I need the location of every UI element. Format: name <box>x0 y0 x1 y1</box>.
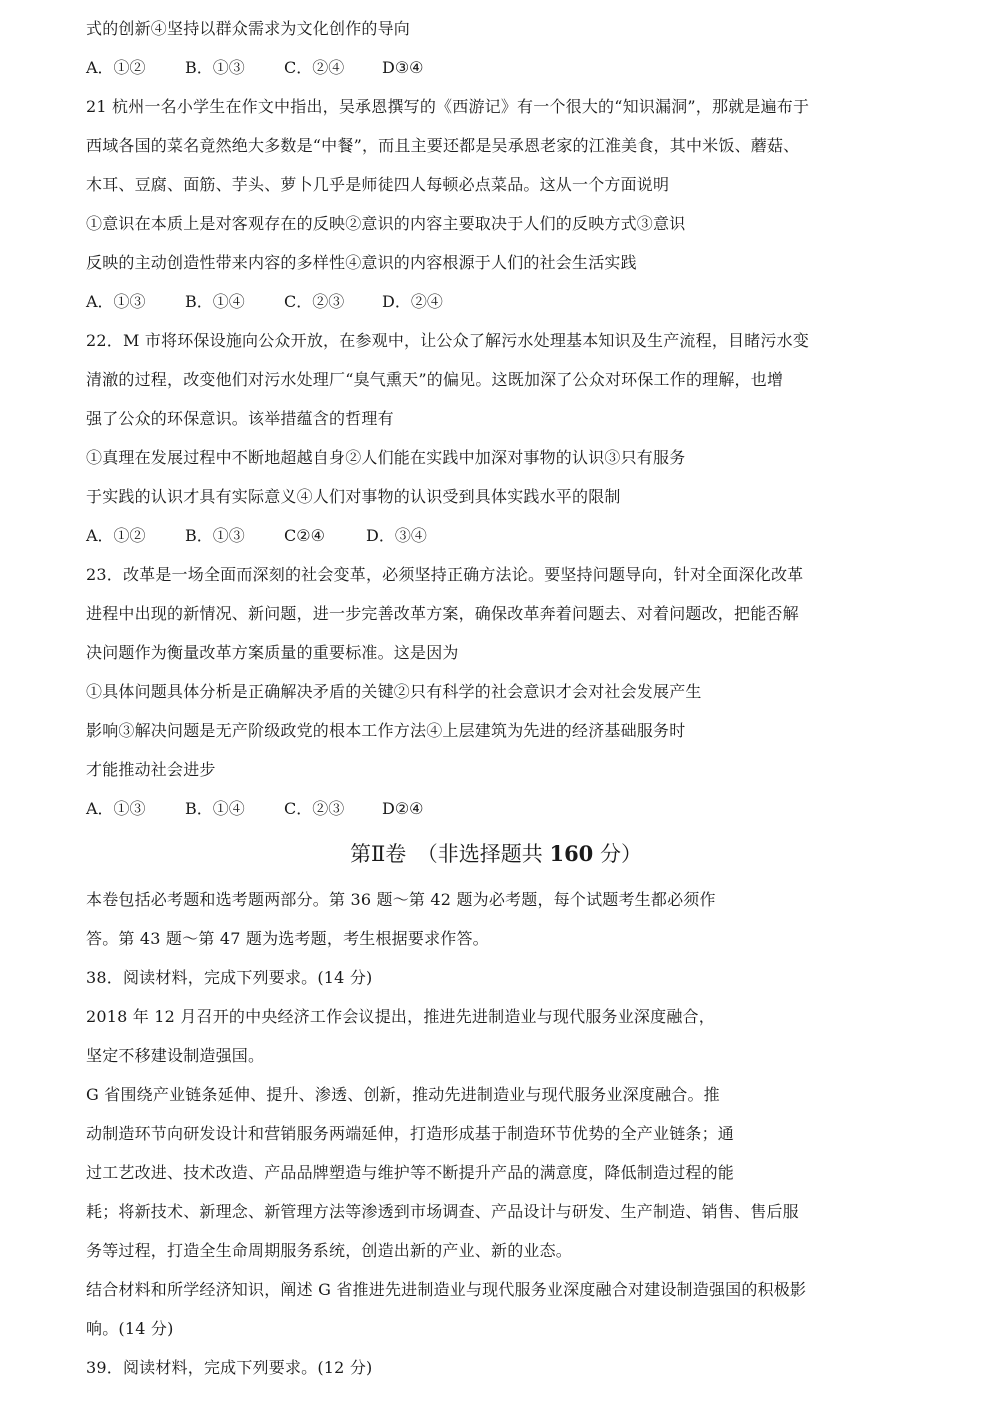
text-line: 动制造环节向研发设计和营销服务两端延伸，打造形成基于制造环节优势的全产业链条；通 <box>86 1124 735 1143</box>
text-line: 过工艺改进、技术改造、产品品牌塑造与维护等不断提升产品的满意度，降低制造过程的能 <box>86 1163 735 1182</box>
answer-options <box>86 526 427 546</box>
section-title <box>0 840 992 868</box>
text-line: 2018 年 12 月召开的中央经济工作会议提出，推进先进制造业与现代服务业深度融合， <box>86 1007 715 1026</box>
text-line: 决问题作为衡量改革方案质量的重要标准。这是因为 <box>86 643 459 662</box>
question-22-text: 22．M 市将环保设施向公众开放，在参观中，让公众了解污水处理基本知识及生产流程，目睹污水变 <box>86 331 810 350</box>
question-23-text: 23．改革是一场全面而深刻的社会变革，必须坚持正确方法论。要坚持问题导向，针对全面深化改革 <box>86 565 804 584</box>
text-line: 才能推动社会进步 <box>86 760 216 779</box>
option-d: D．③④ <box>366 526 427 545</box>
section-title-prefix: 第Ⅱ卷 （非选择题共 <box>350 842 550 866</box>
answer-options <box>86 58 424 78</box>
text-line: 式的创新④坚持以群众需求为文化创作的导向 <box>86 19 411 38</box>
text-line: 西域各国的菜名竟然绝大多数是“中餐”，而且主要还都是吴承恩老家的江淮美食，其中米饭、蘑菇、 <box>86 136 800 155</box>
section-intro: 本卷包括必考题和选考题两部分。第 36 题～第 42 题为必考题，每个试题考生都必须作 <box>86 890 716 909</box>
question-38-heading: 38．阅读材料，完成下列要求。(14 分) <box>86 968 373 987</box>
option-b: B．①④ <box>185 292 245 311</box>
option-c: C．②③ <box>284 799 345 818</box>
text-line: ①意识在本质上是对客观存在的反映②意识的内容主要取决于人们的反映方式③意识 <box>86 214 686 233</box>
answer-options <box>86 292 443 312</box>
text-line: 木耳、豆腐、面筋、芋头、萝卜几乎是师徒四人每顿必点菜品。这从一个方面说明 <box>86 175 670 194</box>
option-d: D③④ <box>382 58 424 77</box>
text-line: 于实践的认识才具有实际意义④人们对事物的认识受到具体实践水平的限制 <box>86 487 621 506</box>
option-b: B．①③ <box>185 526 245 545</box>
text-line: 耗；将新技术、新理念、新管理方法等渗透到市场调查、产品设计与研发、生产制造、销售、售后服 <box>86 1202 799 1221</box>
option-d: D②④ <box>382 799 424 818</box>
section-title-suffix: 分） <box>593 842 642 866</box>
text-line: 清澈的过程，改变他们对污水处理厂“臭气熏天”的偏见。这既加深了公众对环保工作的理解，也增 <box>86 370 784 389</box>
option-a: A．①③ <box>86 799 146 818</box>
text-line: G 省围绕产业链条延伸、提升、渗透、创新，推动先进制造业与现代服务业深度融合。推 <box>86 1085 720 1104</box>
option-a: A．①② <box>86 526 146 545</box>
section-intro: 答。第 43 题～第 47 题为选考题，考生根据要求作答。 <box>86 929 489 948</box>
text-line: 进程中出现的新情况、新问题，进一步完善改革方案，确保改革奔着问题去、对着问题改，把能否解 <box>86 604 799 623</box>
text-line: 强了公众的环保意识。该举措蕴含的哲理有 <box>86 409 394 428</box>
option-d: D．②④ <box>382 292 443 311</box>
text-line: 坚定不移建设制造强国。 <box>86 1046 265 1065</box>
option-b: B．①③ <box>185 58 245 77</box>
option-c: C．②④ <box>284 58 345 77</box>
question-21-text: 21 杭州一名小学生在作文中指出，吴承恩撰写的《西游记》有一个很大的“知识漏洞”，那就是遍布于 <box>86 97 810 116</box>
text-line: 影响③解决问题是无产阶级政党的根本工作方法④上层建筑为先进的经济基础服务时 <box>86 721 686 740</box>
text-line: ①真理在发展过程中不断地超越自身②人们能在实践中加深对事物的认识③只有服务 <box>86 448 686 467</box>
option-a: A．①② <box>86 58 146 77</box>
option-b: B．①④ <box>185 799 245 818</box>
text-line: 务等过程，打造全生命周期服务系统，创造出新的产业、新的业态。 <box>86 1241 573 1260</box>
answer-options <box>86 799 424 819</box>
option-a: A．①③ <box>86 292 146 311</box>
text-line: 响。(14 分) <box>86 1319 174 1338</box>
text-line: 结合材料和所学经济知识，阐述 G 省推进先进制造业与现代服务业深度融合对建设制造强国的积极影 <box>86 1280 807 1299</box>
text-line: 反映的主动创造性带来内容的多样性④意识的内容根源于人们的社会生活实践 <box>86 253 637 272</box>
option-c: C②④ <box>284 526 325 545</box>
option-c: C．②③ <box>284 292 345 311</box>
section-title-score: 160 <box>549 841 594 866</box>
text-line: ①具体问题具体分析是正确解决矛盾的关键②只有科学的社会意识才会对社会发展产生 <box>86 682 702 701</box>
question-39-heading: 39．阅读材料，完成下列要求。(12 分) <box>86 1358 373 1377</box>
